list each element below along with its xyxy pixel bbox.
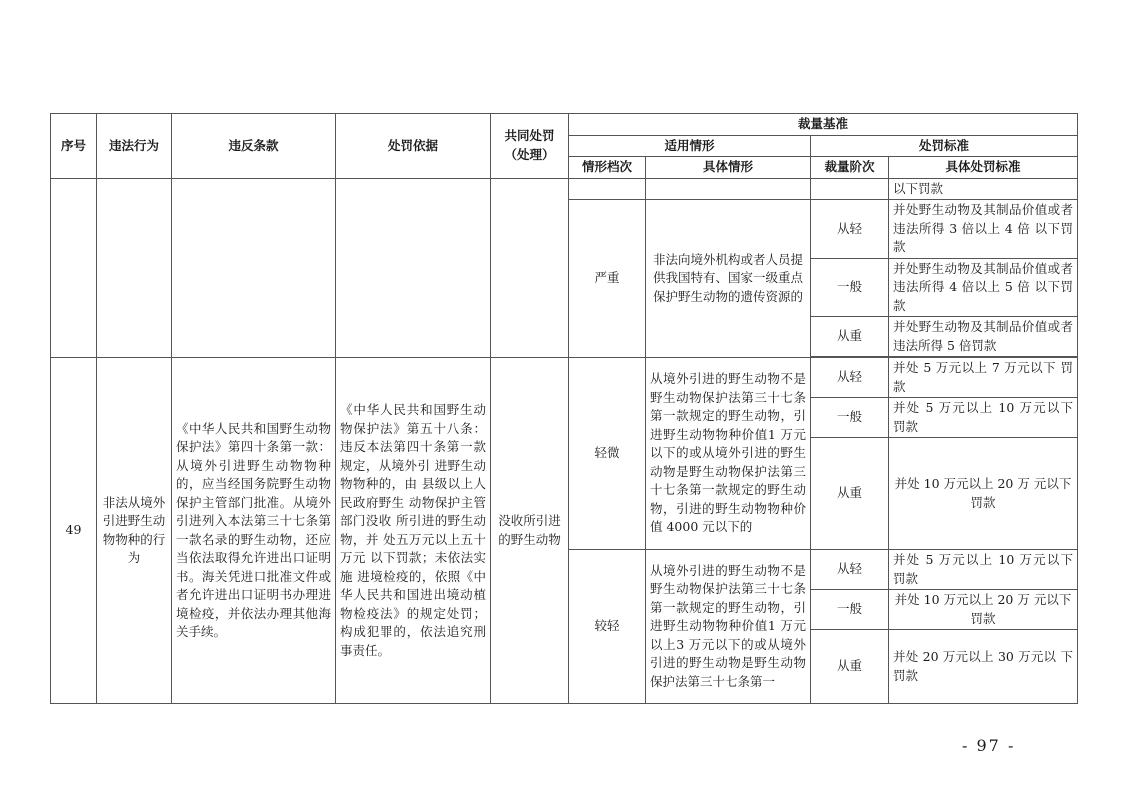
item-behavior: 非法从境外引进野生动物物种的行为 bbox=[97, 358, 172, 704]
cont-no-cell bbox=[51, 178, 97, 358]
item-joint-penalty: 没收所引进的野生动物 bbox=[491, 358, 569, 704]
severe-stage-lenient: 从轻 bbox=[811, 200, 889, 259]
item-basis: 《中华人民共和国野生动物保护法》第五十八条：违反本法第四十条第一款规定，从境外引 进野生动物物种的，由 县级以上人民政府野生 动物保护主管部门没收 所引进的野生动物，并 处五万元以上五十万元 以下罚款；未依法实施 进境检疫的，依照《中 华人民共和国进出境动植物检疫法》的规定处罚；构成犯罪的，依法追究刑事责任。 bbox=[336, 358, 491, 704]
item-no: 49 bbox=[51, 358, 97, 704]
minor-stage-lenient: 从轻 bbox=[811, 358, 889, 398]
table-row bbox=[51, 358, 1078, 398]
page-number: - 97 - bbox=[962, 736, 1016, 755]
cont-level-cell bbox=[569, 178, 646, 200]
minor-situation: 从境外引进的野生动物不是野生动物保护法第三十七条第一款规定的野生动物，引进野生动物物种价值1 万元以下的或从境外引进的野生动物是野生动物保护法第三十七条第一款规定的野生动物，引进的野生动物物种价值 4000 元以下的 bbox=[646, 358, 811, 550]
header-situation: 具体情形 bbox=[646, 157, 811, 179]
lesser-detail-lenient: 并处 5 万元以上 10 万元以下 罚款 bbox=[889, 550, 1078, 590]
header-applicable: 适用情形 bbox=[569, 135, 811, 157]
minor-level: 轻微 bbox=[569, 358, 646, 550]
header-standard: 处罚标准 bbox=[811, 135, 1078, 157]
severe-situation: 非法向境外机构或者人员提供我国特有、国家一级重点保护野生动物的遗传资源的 bbox=[646, 200, 811, 358]
header-behavior: 违法行为 bbox=[97, 114, 172, 179]
lesser-stage-heavy: 从重 bbox=[811, 630, 889, 704]
penalty-benchmark-table bbox=[50, 113, 1078, 704]
cont-detail: 以下罚款 bbox=[889, 178, 1078, 200]
lesser-stage-general: 一般 bbox=[811, 590, 889, 630]
severe-stage-general: 一般 bbox=[811, 258, 889, 317]
severe-detail-lenient: 并处野生动物及其制品价值或者违法所得 3 倍以上 4 倍 以下罚款 bbox=[889, 200, 1078, 259]
header-detail: 具体处罚标准 bbox=[889, 157, 1078, 179]
cont-clause-cell bbox=[172, 178, 336, 358]
header-basis: 处罚依据 bbox=[336, 114, 491, 179]
lesser-stage-lenient: 从轻 bbox=[811, 550, 889, 590]
header-no: 序号 bbox=[51, 114, 97, 179]
minor-detail-lenient: 并处 5 万元以上 7 万元以下 罚款 bbox=[889, 358, 1078, 398]
severe-level: 严重 bbox=[569, 200, 646, 358]
cont-situation-cell bbox=[646, 178, 811, 200]
item-clause: 《中华人民共和国野生动物保护法》第四十条第一款：从境外引进野生动物物种的，应当经国务院野生动物保护主管部门批准。从境外引进列入本法第三十七条第一款名录的野生动物，还应当依法取得允许进出口证明书。海关凭进口批准文件或者允许进出口证明书办理进境检疫，并依法办理其他海关手续。 bbox=[172, 358, 336, 704]
header-row-1 bbox=[51, 114, 1078, 136]
lesser-detail-heavy: 并处 20 万元以上 30 万元以 下罚款 bbox=[889, 630, 1078, 704]
cont-joint-cell bbox=[491, 178, 569, 358]
severe-detail-general: 并处野生动物及其制品价值或者违法所得 4 倍以上 5 倍 以下罚款 bbox=[889, 258, 1078, 317]
minor-stage-general: 一般 bbox=[811, 398, 889, 438]
cont-behavior-cell bbox=[97, 178, 172, 358]
severe-detail-heavy: 并处野生动物及其制品价值或者违法所得 5 倍罚款 bbox=[889, 317, 1078, 357]
minor-detail-heavy: 并处 10 万元以上 20 万 元以下罚款 bbox=[889, 438, 1078, 550]
table-row bbox=[51, 178, 1078, 200]
severe-stage-heavy: 从重 bbox=[811, 317, 889, 357]
header-stage: 裁量阶次 bbox=[811, 157, 889, 179]
header-level: 情形档次 bbox=[569, 157, 646, 179]
minor-detail-general: 并处 5 万元以上 10 万元以下 罚款 bbox=[889, 398, 1078, 438]
cont-stage-cell bbox=[811, 178, 889, 200]
minor-stage-heavy: 从重 bbox=[811, 438, 889, 550]
header-clause: 违反条款 bbox=[172, 114, 336, 179]
cont-basis-cell bbox=[336, 178, 491, 358]
header-benchmark: 裁量基准 bbox=[569, 114, 1078, 136]
lesser-situation: 从境外引进的野生动物不是野生动物保护法第三十七条第一款规定的野生动物，引进野生动物物种价值1 万元以上3 万元以下的或从境外引进的野生动物是野生动物保护法第三十七条第一 bbox=[646, 550, 811, 704]
lesser-level: 较轻 bbox=[569, 550, 646, 704]
header-joint-penalty: 共同处罚（处理） bbox=[491, 114, 569, 179]
lesser-detail-general: 并处 10 万元以上 20 万 元以下罚款 bbox=[889, 590, 1078, 630]
